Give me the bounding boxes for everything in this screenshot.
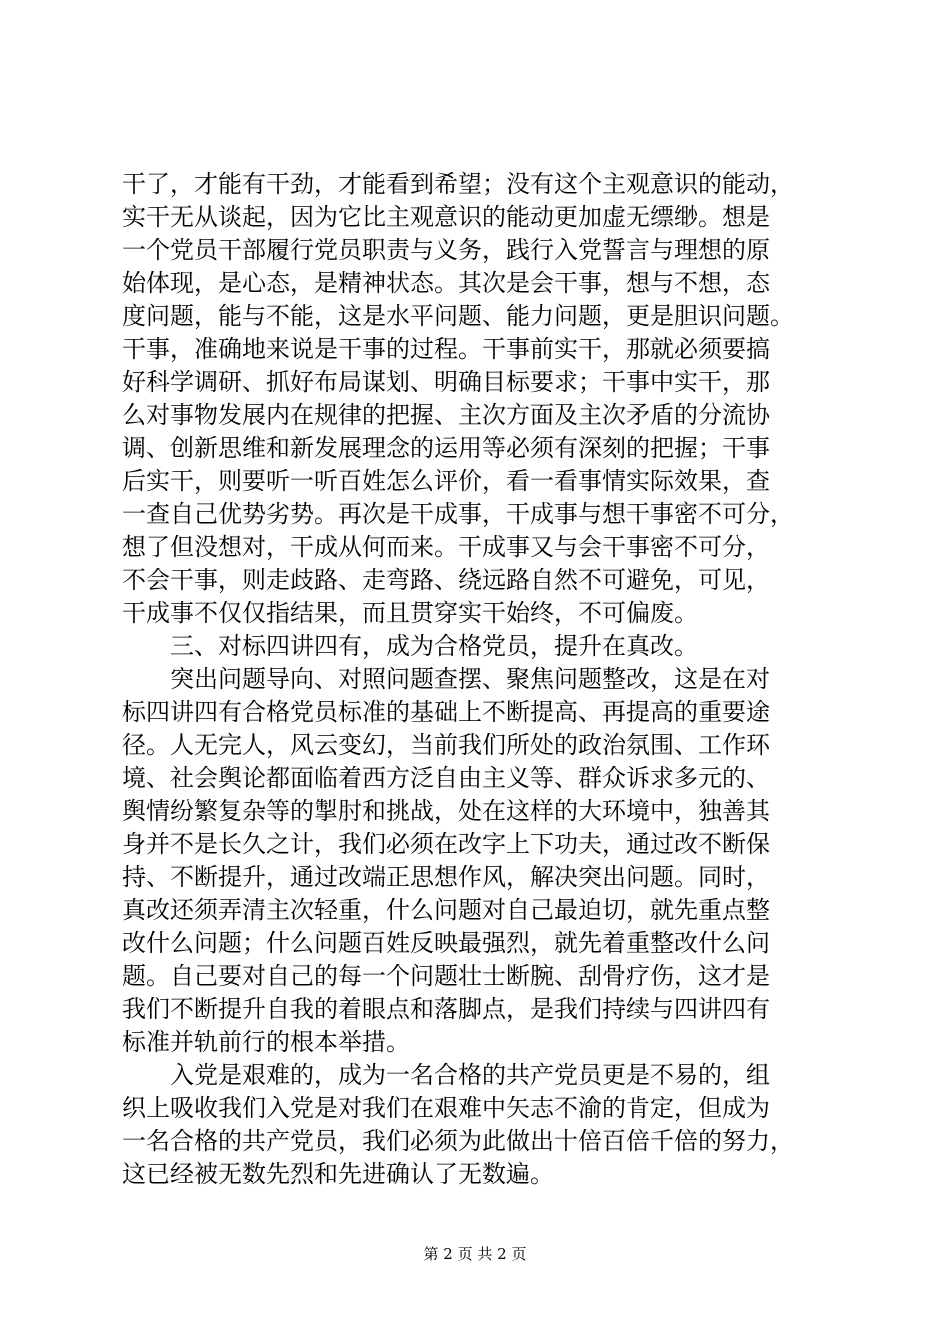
- text-line: 标四讲四有合格党员标准的基础上不断提高、再提高的重要途: [122, 698, 770, 726]
- text-line: 题。自己要对自己的每一个问题壮士断腕、刮骨疗伤，这才是: [122, 962, 770, 990]
- text-line: 这已经被无数先烈和先进确认了无数遍。: [122, 1160, 554, 1188]
- text-line: 实干无从谈起，因为它比主观意识的能动更加虚无缥缈。想是: [122, 203, 770, 231]
- text-line: 始体现，是心态，是精神状态。其次是会干事，想与不想，态: [122, 269, 770, 297]
- text-line: 调、创新思维和新发展理念的运用等必须有深刻的把握；干事: [122, 434, 770, 462]
- heading-line: 三、对标四讲四有，成为合格党员，提升在真改。: [170, 632, 698, 660]
- text-line: 不会干事，则走歧路、走弯路、绕远路自然不可避免，可见，: [122, 566, 770, 594]
- text-line: 真改还须弄清主次轻重，什么问题对自己最迫切，就先重点整: [122, 896, 770, 924]
- text-line: 标准并轨前行的根本举措。: [122, 1028, 410, 1056]
- text-line: 一查自己优势劣势。再次是干成事，干成事与想干事密不可分，: [122, 500, 794, 528]
- text-line: 干事，准确地来说是干事的过程。干事前实干，那就必须要搞: [122, 335, 770, 363]
- page-footer: [0, 1244, 950, 1264]
- text-line: 我们不断提升自我的着眼点和落脚点，是我们持续与四讲四有: [122, 995, 770, 1023]
- text-line: 突出问题导向、对照问题查摆、聚焦问题整改，这是在对: [170, 665, 770, 693]
- text-line: 径。人无完人，风云变幻，当前我们所处的政治氛围、工作环: [122, 731, 770, 759]
- text-line: 一个党员干部履行党员职责与义务，践行入党誓言与理想的原: [122, 236, 770, 264]
- text-line: 身并不是长久之计，我们必须在改字上下功夫，通过改不断保: [122, 830, 770, 858]
- text-line: 干了，才能有干劲，才能看到希望；没有这个主观意识的能动，: [122, 170, 794, 198]
- text-line: 舆情纷繁复杂等的掣肘和挑战，处在这样的大环境中，独善其: [122, 797, 770, 825]
- text-line: 入党是艰难的，成为一名合格的共产党员更是不易的，组: [170, 1061, 770, 1089]
- text-line: 后实干，则要听一听百姓怎么评价，看一看事情实际效果，查: [122, 467, 770, 495]
- text-line: 境、社会舆论都面临着西方泛自由主义等、群众诉求多元的、: [122, 764, 770, 792]
- paragraph: [122, 663, 842, 1059]
- text-line: 干成事不仅仅指结果，而且贯穿实干始终，不可偏废。: [122, 599, 698, 627]
- page-number-label: 第 2 页 共 2 页: [423, 1245, 527, 1263]
- text-line: 想了但没想对，干成从何而来。干成事又与会干事密不可分，: [122, 533, 770, 561]
- document-body: [122, 168, 842, 1191]
- paragraph-closing: [122, 1059, 842, 1191]
- text-line: 度问题，能与不能，这是水平问题、能力问题，更是胆识问题。: [122, 302, 794, 330]
- text-line: 持、不断提升，通过改端正思想作风，解决突出问题。同时，: [122, 863, 770, 891]
- text-line: 一名合格的共产党员，我们必须为此做出十倍百倍千倍的努力，: [122, 1127, 794, 1155]
- text-line: 织上吸收我们入党是对我们在艰难中矢志不渝的肯定，但成为: [122, 1094, 770, 1122]
- text-line: 改什么问题；什么问题百姓反映最强烈，就先着重整改什么问: [122, 929, 770, 957]
- section-heading: [122, 630, 842, 663]
- text-line: 好科学调研、抓好布局谋划、明确目标要求；干事中实干，那: [122, 368, 770, 396]
- paragraph-continuation: [122, 168, 842, 630]
- text-line: 么对事物发展内在规律的把握、主次方面及主次矛盾的分流协: [122, 401, 770, 429]
